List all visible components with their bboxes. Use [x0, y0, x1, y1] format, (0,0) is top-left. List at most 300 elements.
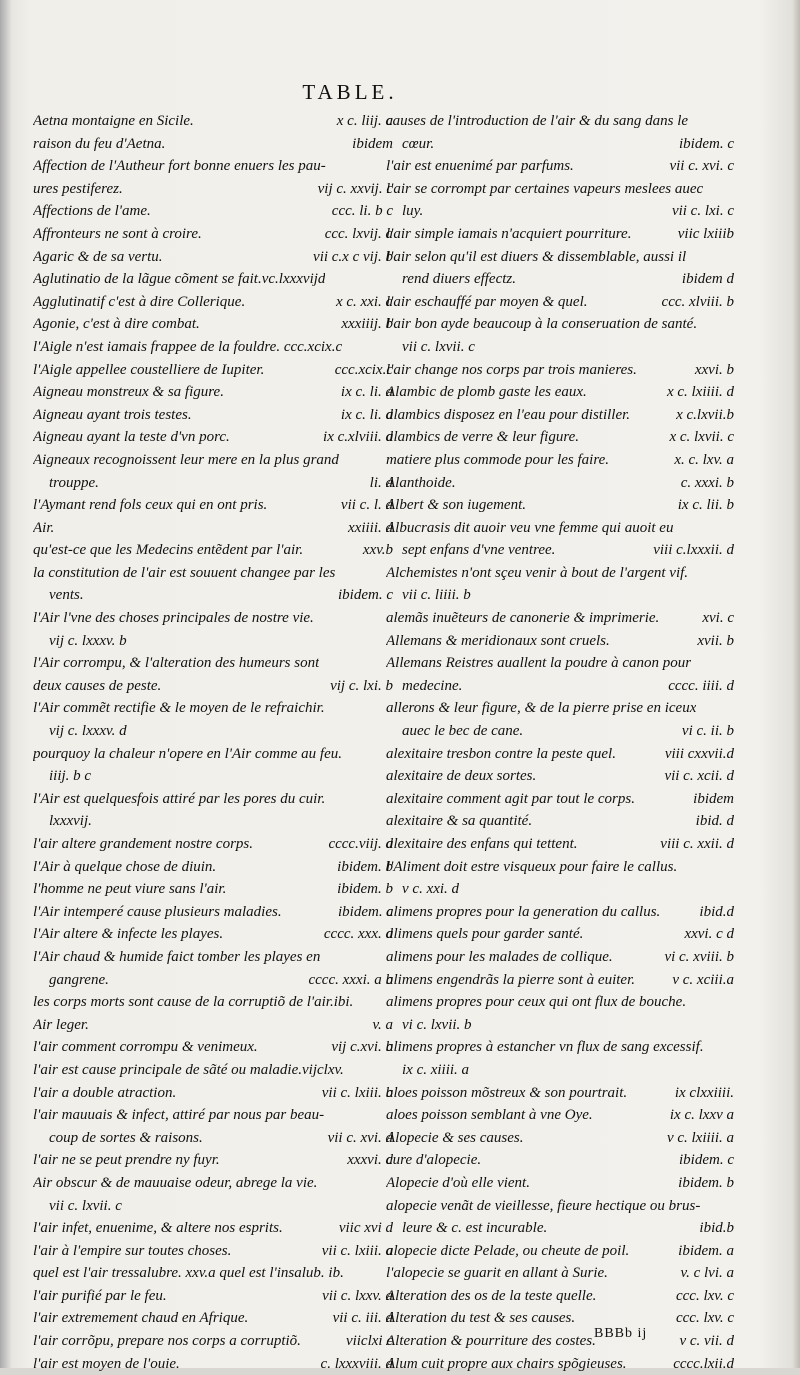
index-entry: [386, 584, 734, 607]
index-entry: [386, 381, 734, 404]
entry-text: pourquoy la chaleur n'opere en l'Air comme au feu.: [33, 745, 342, 762]
index-entry: [33, 1353, 393, 1375]
entry-text: quel est l'air tressalubre. xxv.a quel est l'insalub. ib.: [33, 1265, 344, 1282]
index-entry: [386, 472, 734, 495]
entry-reference: [335, 562, 393, 585]
entry-text: l'air a double atraction.: [33, 1084, 177, 1101]
entry-text: l'air se corrompt par certaines vapeurs meslees auec: [386, 180, 704, 197]
entry-text: l'air eschauffé par moyen & quel.: [386, 293, 588, 310]
index-entry: [33, 539, 393, 562]
index-entry: [33, 178, 393, 201]
entry-text: l'Air à quelque chose de diuin.: [33, 858, 217, 875]
index-entry: [33, 1330, 393, 1353]
entry-text: les corps morts sont cause de la corruptiõ de l'air.ibi.: [33, 994, 354, 1011]
entry-text: l'homme ne peut viure sans l'air.: [33, 881, 227, 898]
index-entry: [386, 607, 734, 630]
entry-reference: ix clxxiiii.: [674, 1084, 734, 1101]
entry-reference: xxvi. b: [694, 361, 734, 378]
entry-text: Affection de l'Autheur fort bonne enuers les pau-: [33, 158, 326, 175]
index-entry: [386, 110, 734, 133]
entry-text: l'alopecie se guarit en allant à Surie.: [386, 1265, 608, 1282]
index-entry: [386, 901, 734, 924]
entry-reference: viic xvi d: [338, 1220, 393, 1237]
entry-reference: viii cxxvii.d: [664, 745, 734, 762]
entry-text: l'air mauuais & infect, attiré par nous par beau-: [33, 1107, 325, 1124]
entry-reference: cccc.viij. d: [328, 836, 393, 852]
index-entry: [386, 562, 734, 585]
entry-text: alimens propres à estancher vn flux de sang excessif.: [386, 1039, 704, 1056]
entry-text: alimens quels pour garder santé.: [386, 926, 584, 943]
index-entry: [33, 630, 393, 653]
entry-text: trouppe.: [49, 474, 99, 491]
entry-text: coup de sortes & raisons.: [49, 1129, 203, 1146]
entry-reference: x. c. lxv. a: [674, 451, 734, 468]
index-entry: [33, 223, 393, 246]
entry-text: l'Aliment doit estre visqueux pour faire le callus.: [386, 858, 678, 875]
entry-reference: xxxvi. d: [347, 1152, 393, 1169]
entry-reference: v. c lvi. a: [680, 1265, 734, 1282]
entry-text: l'air purifié par le feu.: [33, 1287, 167, 1304]
index-entry: [33, 359, 393, 382]
index-entry: [33, 901, 393, 924]
index-entry: [386, 1353, 734, 1375]
entry-reference: ix c. lxxv a: [669, 1107, 734, 1124]
entry-text: lxxxvij.: [49, 813, 92, 830]
index-entry: [33, 697, 393, 720]
entry-text: deux causes de peste.: [33, 677, 162, 694]
entry-reference: ibidem. b: [337, 881, 393, 898]
entry-text: Agglutinatif c'est à dire Collerique.: [33, 293, 246, 310]
entry-text: l'air simple iamais n'acquiert pourriture.: [386, 225, 632, 242]
entry-reference: ccc. lxvij. a: [324, 225, 393, 242]
index-entry: [386, 1172, 734, 1195]
entry-text: sept enfans d'vne ventree.: [402, 542, 556, 559]
index-entry: [386, 313, 734, 336]
entry-text: l'air infet, enuenime, & altere nos esprits.: [33, 1220, 283, 1237]
page-title: TABLE.: [302, 80, 398, 104]
entry-reference: [339, 449, 393, 472]
index-entry: [386, 1059, 734, 1082]
entry-text: rend diuers effectz.: [402, 271, 517, 288]
index-entry: [386, 155, 734, 178]
entry-reference: [697, 313, 734, 336]
entry-text: Aigneau monstreux & sa figure.: [33, 384, 224, 401]
entry-text: Alteration & pourriture des costes.: [386, 1333, 596, 1350]
index-entry: [33, 200, 393, 223]
index-entry: [33, 155, 393, 178]
entry-reference: ibidem. b: [337, 858, 393, 875]
entry-reference: vii c. xvi. d: [327, 1129, 393, 1146]
index-entry: [33, 1307, 393, 1330]
entry-reference: xvii. b: [697, 632, 734, 649]
index-entry: [386, 720, 734, 743]
entry-reference: c. xxxi. b: [680, 474, 734, 491]
index-entry: [33, 743, 393, 766]
entry-text: Agaric & de sa vertu.: [33, 248, 163, 265]
entry-reference: [688, 110, 734, 133]
index-entry: [386, 133, 734, 156]
entry-text: alimens pour les malades de collique.: [386, 948, 613, 965]
index-entry: [386, 878, 734, 901]
entry-text: alexitaire des enfans qui tettent.: [386, 836, 578, 852]
entry-text: Air obscur & de mauuaise odeur, abrege la vie.: [33, 1174, 318, 1191]
entry-text: l'air change nos corps par trois manieres.: [386, 361, 637, 378]
index-entry: [386, 1307, 734, 1330]
entry-text: medecine.: [402, 677, 463, 694]
entry-text: Alteration des os de la teste quelle.: [386, 1287, 597, 1304]
entry-reference: vii c. lxxv. a: [322, 1287, 393, 1304]
entry-reference: vii c. lxi. c: [671, 203, 734, 220]
entry-text: l'air comment corrompu & venimeux.: [33, 1039, 258, 1056]
entry-reference: [92, 810, 393, 833]
index-entry: [33, 788, 393, 811]
entry-text: aloes poisson semblant à vne Oye.: [386, 1107, 593, 1124]
entry-reference: vii c. xvi. c: [669, 158, 734, 175]
entry-text: l'Air l'vne des choses principales de nostre vie.: [33, 610, 314, 627]
index-entry: [33, 426, 393, 449]
entry-reference: ix c. lii. b: [677, 497, 734, 514]
entry-text: Air leger.: [33, 1016, 89, 1033]
entry-reference: vii c. l. d: [340, 497, 393, 514]
index-entry: [33, 1217, 393, 1240]
index-entry: [33, 675, 393, 698]
entry-reference: [686, 246, 734, 269]
index-entry: [33, 110, 393, 133]
entry-text: l'air bon ayde beaucoup à la conseruation de santé.: [386, 316, 698, 333]
entry-text: aloes poisson mõstreux & son pourtrait.: [386, 1084, 628, 1101]
index-entry: [386, 1217, 734, 1240]
entry-reference: ibidem. a: [678, 1242, 734, 1259]
entry-text: l'air ne se peut prendre ny fuyr.: [33, 1152, 220, 1169]
entry-reference: ibid. d: [695, 813, 734, 830]
entry-text: l'Aymant rend fols ceux qui en ont pris.: [33, 497, 268, 514]
entry-text: l'Air chaud & humide faict tomber les playes en: [33, 948, 321, 965]
entry-text: alexitaire de deux sortes.: [386, 768, 537, 785]
entry-text: l'Air altere & infecte les playes.: [33, 926, 224, 943]
entry-text: Aigneau ayant trois testes.: [33, 406, 192, 423]
entry-reference: vi c. ii. b: [681, 723, 734, 740]
index-entry: [386, 517, 734, 540]
entry-reference: [325, 697, 393, 720]
entry-text: Alopecie d'où elle vient.: [386, 1174, 530, 1191]
index-entry: [386, 404, 734, 427]
entry-reference: ccc. xlviii. b: [661, 293, 734, 310]
index-entry: [386, 1036, 734, 1059]
entry-reference: [686, 991, 734, 1014]
entry-reference: [469, 1059, 734, 1082]
entry-reference: [325, 788, 393, 811]
index-entry: [33, 923, 393, 946]
entry-reference: viii c. xxii. d: [660, 836, 734, 852]
index-entry: [33, 291, 393, 314]
index-entry: [33, 856, 393, 879]
entry-text: causes de l'introduction de l'air & du sang dans le: [386, 113, 689, 129]
entry-text: Aglutinatio de la lãgue cõment se fait.vc.lxxxvijd: [33, 271, 326, 288]
index-entry: [33, 268, 393, 291]
entry-text: alopecie dicte Pelade, ou cheute de poil.: [386, 1242, 630, 1259]
entry-reference: v. a: [372, 1016, 393, 1033]
index-entry: [33, 1059, 393, 1082]
entry-reference: [320, 946, 393, 969]
index-entry: [33, 1262, 393, 1285]
index-entry: [33, 1014, 393, 1037]
entry-reference: ix c.xlviii. d: [323, 429, 393, 446]
entry-reference: vii c. lxiii. a: [321, 1242, 393, 1259]
entry-text: Albucrasis dit auoir veu vne femme qui auoit eu: [386, 519, 674, 536]
entry-text: cure d'alopecie.: [386, 1152, 482, 1169]
index-entry: [33, 1104, 393, 1127]
entry-text: Aetna montaigne en Sicile.: [33, 113, 194, 129]
entry-text: matiere plus commode pour les faire.: [386, 451, 610, 468]
index-entry: [386, 291, 734, 314]
entry-reference: [471, 584, 734, 607]
index-entry: [386, 1330, 734, 1353]
entry-reference: viii c.lxxxii. d: [653, 542, 734, 559]
entry-reference: [703, 178, 734, 201]
index-entry: [386, 1285, 734, 1308]
entry-reference: vij c.xvi. b: [331, 1039, 393, 1056]
signature-mark: BBBb ij: [594, 1326, 648, 1341]
entry-text: Allemans & meridionaux sont cruels.: [386, 632, 610, 649]
index-entry: [33, 584, 393, 607]
index-entry: [386, 1082, 734, 1105]
entry-reference: [314, 607, 393, 630]
entry-text: l'air est enuenimé par parfums.: [386, 158, 574, 175]
entry-reference: [696, 697, 734, 720]
entry-text: Aigneaux recognoissent leur mere en la plus grand: [33, 451, 339, 468]
entry-reference: xxv.b: [362, 542, 393, 559]
entry-text: Alanthoide.: [386, 474, 456, 491]
entry-text: v c. xxi. d: [402, 881, 460, 898]
entry-reference: [317, 1172, 393, 1195]
entry-text: iiij. b c: [49, 768, 92, 785]
entry-reference: [700, 1195, 734, 1218]
index-entry: [386, 1240, 734, 1263]
index-entry: [33, 765, 393, 788]
entry-reference: viiclxi c: [345, 1333, 393, 1350]
entry-text: l'Aigle appellee coustelliere de Iupiter.: [33, 361, 265, 378]
index-entry: [33, 946, 393, 969]
index-entry: [386, 494, 734, 517]
index-entry: [386, 743, 734, 766]
index-entry: [386, 223, 734, 246]
entry-text: Allemans Reistres auallent la poudre à canon pour: [386, 655, 692, 672]
index-entry: [33, 720, 393, 743]
entry-reference: cccc. xxx. d: [323, 926, 393, 943]
left-column: [33, 110, 393, 1375]
entry-reference: vii c. lxiii. b: [321, 1084, 393, 1101]
right-column: [386, 110, 734, 1375]
index-entry: [386, 788, 734, 811]
index-entry: [386, 268, 734, 291]
entry-reference: ccc.xcix.c: [334, 361, 393, 378]
index-entry: [33, 494, 393, 517]
index-entry: [33, 1036, 393, 1059]
entry-text: qu'est-ce que les Medecins entẽdent par l'air.: [33, 542, 304, 559]
entry-text: l'air est moyen de l'ouie.: [33, 1355, 180, 1372]
index-entry: [386, 991, 734, 1014]
index-entry: [386, 969, 734, 992]
index-entry: [33, 991, 393, 1014]
index-entry: [386, 856, 734, 879]
entry-reference: xxiiii. d: [348, 519, 393, 536]
entry-text: alexitaire comment agit par tout le corps.: [386, 790, 635, 807]
entry-text: vi c. lxvii. b: [402, 1016, 472, 1033]
entry-text: gangrene.: [49, 971, 109, 988]
entry-text: vii c. lxvii. c: [402, 338, 475, 355]
entry-reference: x c.lxvii.b: [676, 406, 734, 423]
index-entry: [33, 1149, 393, 1172]
entry-reference: [91, 765, 393, 788]
index-entry: [386, 539, 734, 562]
index-entry: [386, 1014, 734, 1037]
entry-reference: ibidem. c: [338, 903, 393, 920]
index-entry: [33, 517, 393, 540]
entry-reference: cccc. xxxi. a b: [308, 971, 393, 988]
entry-text: l'Air est quelquesfois attiré par les pores du cuir.: [33, 790, 326, 807]
entry-reference: v c. lxiiii. a: [666, 1129, 734, 1146]
entry-reference: vi c. xviii. b: [664, 948, 734, 965]
entry-reference: xxxiiij. b: [341, 316, 393, 333]
entry-text: alambics disposez en l'eau pour distiller.: [386, 406, 631, 423]
entry-text: vii c. lxvii. c: [49, 1197, 122, 1214]
entry-reference: [688, 562, 734, 585]
entry-reference: [122, 1195, 393, 1218]
index-entry: [386, 449, 734, 472]
index-entry: [386, 675, 734, 698]
entry-reference: viic lxiiib: [677, 225, 734, 242]
entry-text: alimens engendrãs la pierre sont à euiter.: [386, 971, 636, 988]
entry-text: Aigneau ayant la teste d'vn porc.: [33, 429, 230, 446]
entry-text: l'air est cause principale de sãté ou maladie.vijclxv.: [33, 1061, 344, 1078]
index-entry: [386, 1104, 734, 1127]
entry-text: l'air altere grandement nostre corps.: [33, 836, 253, 852]
entry-text: alexitaire & sa quantité.: [386, 813, 533, 830]
entry-reference: cccc.lxii.d: [673, 1355, 734, 1372]
entry-reference: vij c. lxi. b: [330, 677, 393, 694]
entry-text: vents.: [49, 587, 84, 604]
entry-reference: ix c. li. a: [340, 384, 393, 401]
entry-reference: [475, 336, 734, 359]
index-entry: [33, 1285, 393, 1308]
entry-reference: [459, 878, 734, 901]
entry-reference: ibid.d: [699, 903, 734, 920]
entry-text: l'air extremement chaud en Afrique.: [33, 1310, 249, 1327]
entry-reference: cccc. iiii. d: [668, 677, 734, 694]
index-entry: [386, 1195, 734, 1218]
entry-reference: ccc. li. b c: [331, 203, 393, 220]
index-entry: [33, 607, 393, 630]
index-entry: [33, 313, 393, 336]
entry-reference: ibidem: [693, 790, 734, 807]
index-entry: [386, 923, 734, 946]
entry-reference: [324, 1104, 393, 1127]
entry-text: alimens propres pour ceux qui ont flux de bouche.: [386, 994, 687, 1011]
index-entry: [33, 1082, 393, 1105]
entry-text: l'Air intemperé cause plusieurs maladies.: [33, 903, 282, 920]
index-entry: [33, 449, 393, 472]
entry-reference: [326, 155, 393, 178]
entry-text: allerons & leur figure, & de la pierre prise en iceux: [386, 700, 697, 717]
entry-text: l'air selon qu'il est diuers & dissemblable, aussi il: [386, 248, 687, 265]
entry-text: l'air à l'empire sur toutes choses.: [33, 1242, 232, 1259]
entry-text: ix c. xiiii. a: [402, 1061, 470, 1078]
index-entry: [386, 1262, 734, 1285]
index-entry: [386, 1127, 734, 1150]
entry-reference: [325, 268, 393, 291]
entry-text: vij c. lxxxv. b: [49, 632, 127, 649]
index-entry: [33, 1240, 393, 1263]
entry-reference: x c. liij. a: [336, 113, 393, 129]
entry-reference: xvi. c: [702, 610, 734, 627]
index-entry: [33, 1195, 393, 1218]
index-entry: [33, 562, 393, 585]
entry-text: Alum cuit propre aux chairs spõgieuses.: [386, 1355, 627, 1372]
index-entry: [386, 359, 734, 382]
entry-reference: x c. lxvii. c: [669, 429, 734, 446]
index-entry: [33, 404, 393, 427]
index-entry: [386, 426, 734, 449]
entry-reference: ix c. li. d: [340, 406, 393, 423]
entry-text: alemãs inuẽteurs de canonerie & imprimerie.: [386, 610, 660, 627]
entry-text: Albert & son iugement.: [386, 497, 526, 514]
index-entry: [33, 878, 393, 901]
index-entry: [33, 833, 393, 856]
entry-text: alexitaire tresbon contre la peste quel.: [386, 745, 616, 762]
index-entry: [386, 765, 734, 788]
entry-text: alopecie venãt de vieillesse, fieure hectique ou brus-: [386, 1197, 701, 1214]
entry-text: l'Air corrompu, & l'alteration des humeurs sont: [33, 655, 320, 672]
entry-text: alambics de verre & leur figure.: [386, 429, 580, 446]
entry-reference: v c. vii. d: [679, 1333, 734, 1350]
entry-reference: [673, 517, 734, 540]
entry-reference: ccc. lxv. c: [675, 1310, 734, 1327]
index-entry: [33, 969, 393, 992]
entry-reference: ibidem. c: [338, 587, 393, 604]
entry-reference: ccc. lxv. c: [675, 1287, 734, 1304]
index-entry: [386, 652, 734, 675]
index-entry: [33, 472, 393, 495]
entry-text: luy.: [402, 203, 424, 220]
entry-reference: vii c. xcii. d: [664, 768, 734, 785]
entry-text: la constitution de l'air est souuent changee par les: [33, 564, 336, 581]
entry-reference: v c. xciii.a: [672, 971, 734, 988]
entry-text: cœur.: [402, 135, 435, 152]
entry-text: raison du feu d'Aetna.: [33, 135, 166, 152]
index-entry: [386, 946, 734, 969]
index-entry: [386, 200, 734, 223]
index-entry: [386, 246, 734, 269]
index-entry: [33, 246, 393, 269]
entry-reference: [319, 652, 393, 675]
entry-text: l'Air commẽt rectifie & le moyen de le refraichir.: [33, 700, 325, 717]
entry-text: Agonie, c'est à dire combat.: [33, 316, 200, 333]
entry-reference: ibidem: [352, 135, 393, 152]
entry-text: l'Aigle n'est iamais frappee de la fouldre. ccc.xcix.c: [33, 338, 343, 355]
entry-reference: [472, 1014, 734, 1037]
index-entry: [386, 810, 734, 833]
entry-reference: xxvi. c d: [684, 926, 734, 943]
index-entry: [386, 833, 734, 856]
entry-text: ures pestiferez.: [33, 180, 123, 197]
index-entry: [386, 630, 734, 653]
index-entry: [33, 810, 393, 833]
entry-reference: c. lxxxviii. d: [320, 1355, 393, 1372]
entry-reference: [677, 856, 734, 879]
entry-reference: vii c.x c vij. b: [313, 248, 393, 265]
entry-text: Alopecie & ses causes.: [386, 1129, 524, 1146]
entry-reference: ibidem. b: [678, 1174, 734, 1191]
